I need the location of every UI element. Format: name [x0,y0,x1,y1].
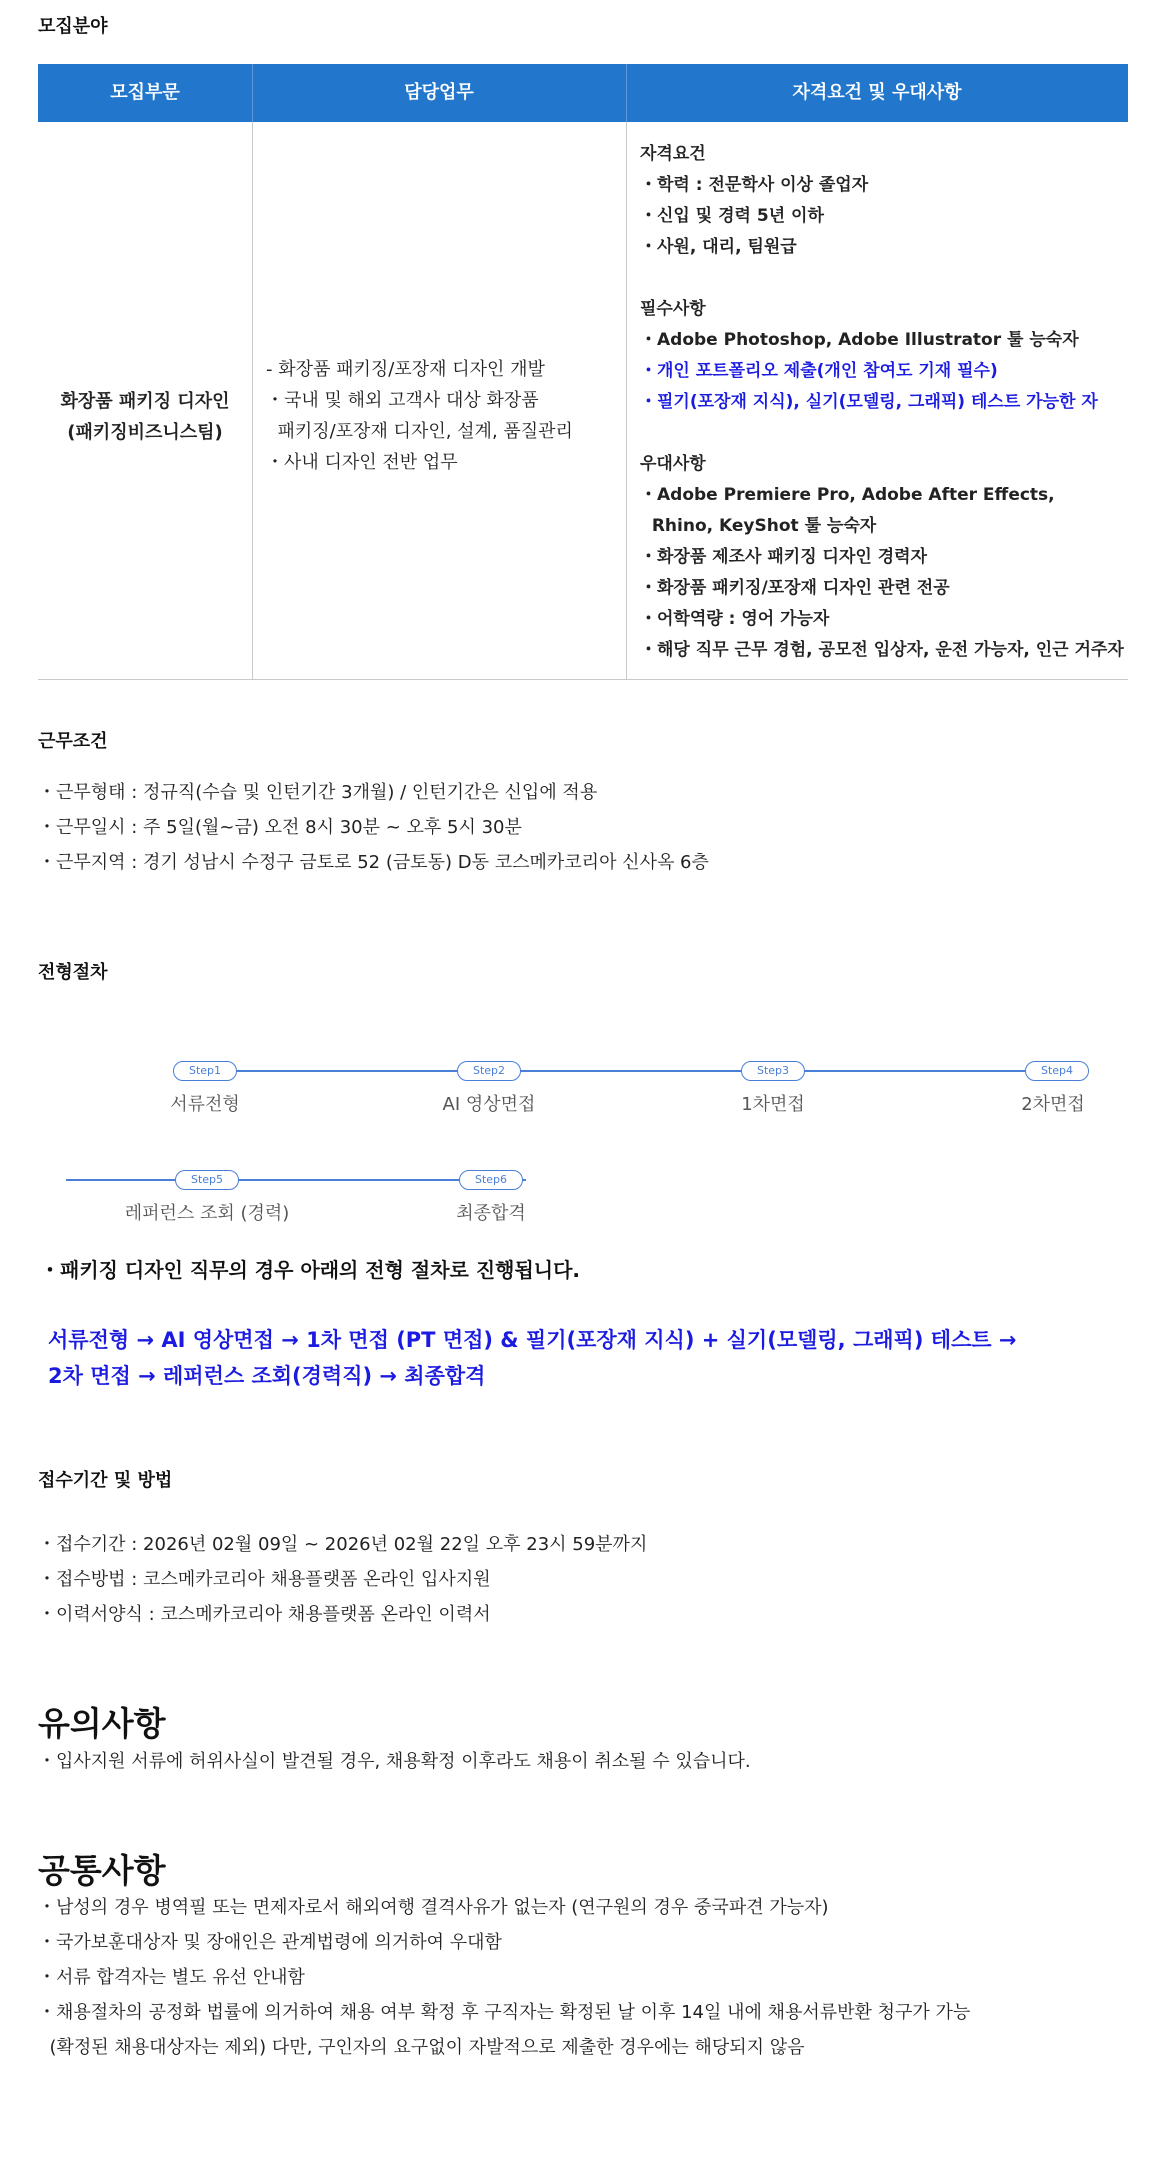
table-bottom-border [38,679,1128,680]
process-flow [48,1322,1017,1394]
step-label-2: AI 영상면접 [442,1094,536,1115]
flow-line: 서류전형 → AI 영상면접 → 1차 면접 (PT 면접) & 필기(포장재 지식) + 실기(모델링, 그래픽) 테스트 → [48,1328,1017,1352]
step-badge-6: Step6 [459,1170,523,1190]
step-label-1: 서류전형 [170,1094,240,1115]
qualification-item: ・신입 및 경력 5년 이하 [640,206,824,226]
preferred-item: ・Adobe Premiere Pro, Adobe After Effects, [640,485,1055,505]
section-title-process: 전형절차 [38,962,108,983]
notice-item: ・입사지원 서류에 허위사실이 발견될 경우, 채용확정 이후라도 채용이 취소될 수 있습니다. [38,1751,751,1772]
apply-item: ・접수방법 : 코스메카코리아 채용플랫폼 온라인 입사지원 [38,1569,491,1590]
column-divider [252,64,253,680]
header-duties: 담당업무 [404,82,474,103]
section-title-conditions: 근무조건 [38,731,108,752]
step-badge-5: Step5 [175,1170,239,1190]
condition-item: ・근무일시 : 주 5일(월~금) 오전 8시 30분 ~ 오후 5시 30분 [38,817,522,838]
header-qualifications: 자격요건 및 우대사항 [792,82,962,103]
position-cell [38,386,252,448]
apply-list [38,1527,647,1632]
qualification-item: ・사원, 대리, 팀원급 [640,237,797,257]
preferred-heading: 우대사항 [640,454,706,474]
required-item-highlight: ・개인 포트폴리오 제출(개인 참여도 기재 필수) [640,361,998,381]
duties-cell [266,354,626,478]
preferred-item: ・화장품 제조사 패키징 디자인 경력자 [640,547,928,567]
section-title-apply: 접수기간 및 방법 [38,1470,173,1491]
qualification-heading: 자격요건 [640,144,706,164]
preferred-item: ・어학역량 : 영어 가능자 [640,609,830,629]
duty-item: 패키징/포장재 디자인, 설계, 품질관리 [266,421,573,442]
header-divider [626,64,627,122]
condition-item: ・근무형태 : 정규직(수습 및 인턴기간 3개월) / 인턴기간은 신입에 적용 [38,782,598,803]
apply-item: ・이력서양식 : 코스메카코리아 채용플랫폼 온라인 이력서 [38,1604,491,1625]
section-title-common: 공통사항 [38,1851,166,1890]
common-item: (확정된 채용대상자는 제외) 다만, 구인자의 요구없이 자발적으로 제출한 경우에는 해당되지 않음 [38,2037,805,2058]
position-team: (패키징비즈니스팀) [67,422,223,443]
position-name: 화장품 패키징 디자인 [60,391,230,412]
header-position: 모집부문 [110,82,180,103]
required-heading: 필수사항 [640,299,706,319]
step-badge-2: Step2 [457,1061,521,1081]
preferred-item: ・해당 직무 근무 경험, 공모전 입상자, 운전 가능자, 인근 거주자 [640,640,1124,660]
conditions-list [38,775,709,880]
table-header [38,64,1128,122]
common-item: ・채용절차의 공정화 법률에 의거하여 채용 여부 확정 후 구직자는 확정된 날 이후 14일 내에 채용서류반환 청구가 가능 [38,2002,971,2023]
step-label-6: 최종합격 [456,1203,526,1224]
common-item: ・남성의 경우 병역필 또는 면제자로서 해외여행 결격사유가 없는자 (연구원의 경우 중국파견 가능자) [38,1897,829,1918]
condition-item: ・근무지역 : 경기 성남시 수정구 금토로 52 (금토동) D동 코스메카코리아 신사옥 6층 [38,852,709,873]
step-label-3: 1차면접 [741,1094,805,1115]
step-badge-1: Step1 [173,1061,237,1081]
section-title-recruit: 모집분야 [38,16,108,37]
qualification-item: ・학력 : 전문학사 이상 졸업자 [640,175,869,195]
duty-item: - 화장품 패키징/포장재 디자인 개발 [266,359,545,380]
column-divider [626,64,627,680]
apply-item: ・접수기간 : 2026년 02월 09일 ~ 2026년 02월 22일 오후 23시 59분까지 [38,1534,648,1555]
process-note: ・패키징 디자인 직무의 경우 아래의 전형 절차로 진행됩니다. [40,1258,581,1282]
duty-item: ・국내 및 해외 고객사 대상 화장품 [266,390,539,411]
qualifications-cell [640,139,1124,666]
step-badge-3: Step3 [741,1061,805,1081]
step-connector-line [66,1179,526,1181]
section-title-notice: 유의사항 [38,1704,166,1743]
required-item-highlight: ・필기(포장재 지식), 실기(모델링, 그래픽) 테스트 가능한 자 [640,392,1098,412]
required-item: ・Adobe Photoshop, Adobe Illustrator 툴 능숙자 [640,330,1079,350]
recruit-table [38,64,1128,680]
step-badge-4: Step4 [1025,1061,1089,1081]
preferred-item: Rhino, KeyShot 툴 능숙자 [640,516,877,536]
duty-item: ・사내 디자인 전반 업무 [266,452,458,473]
common-list [38,1890,970,2065]
flow-line: 2차 면접 → 레퍼런스 조회(경력직) → 최종합격 [48,1364,486,1388]
common-item: ・서류 합격자는 별도 유선 안내함 [38,1967,305,1988]
common-item: ・국가보훈대상자 및 장애인은 관계법령에 의거하여 우대함 [38,1932,502,1953]
step-connector-line [205,1070,1061,1072]
process-steps [0,1040,1152,1240]
preferred-item: ・화장품 패키징/포장재 디자인 관련 전공 [640,578,950,598]
step-label-5: 레퍼런스 조회 (경력) [124,1203,290,1224]
step-label-4: 2차면접 [1021,1094,1085,1115]
notice-list [38,1744,751,1779]
header-divider [252,64,253,122]
